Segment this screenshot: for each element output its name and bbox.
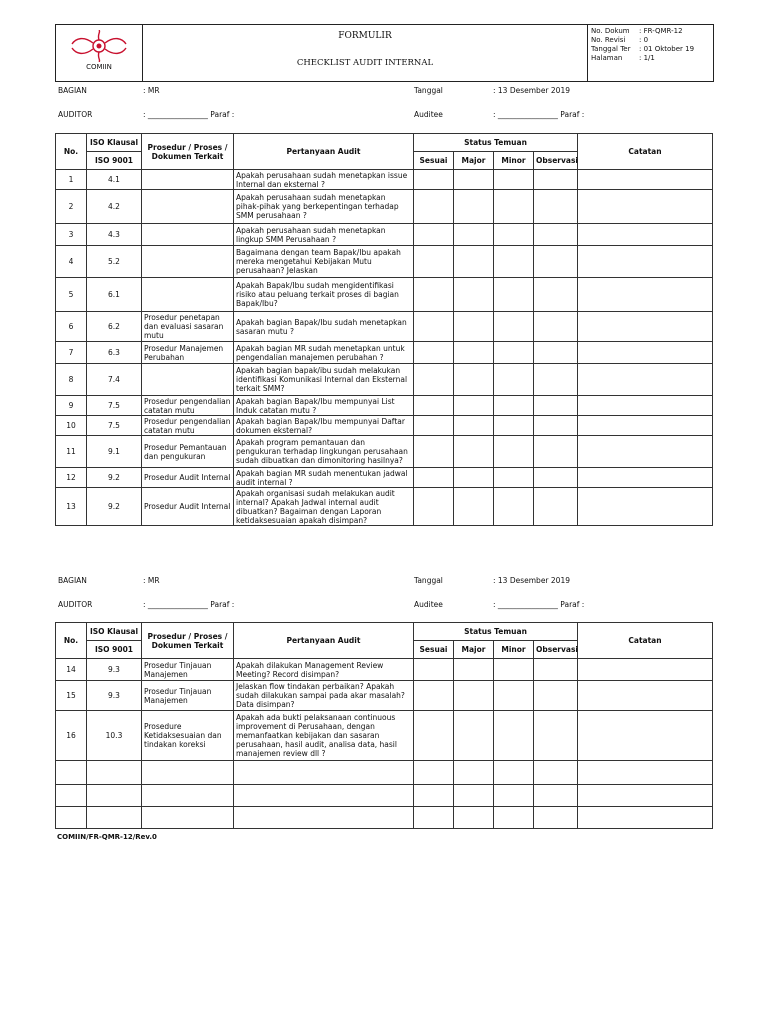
iso-clause: 4.2	[87, 190, 142, 224]
minor-cell[interactable]	[494, 278, 534, 312]
audit-question: Apakah organisasi sudah melakukan audit internal? Apakah Jadwal internal audit dibuatkan? Bagaiman dengan Laporan ketidaksesuaian apakah disimpan?	[234, 488, 414, 526]
minor-cell[interactable]	[494, 681, 534, 711]
iso-clause	[87, 761, 142, 785]
doc-info-value: : 1/1	[639, 54, 655, 62]
observasi-cell[interactable]	[534, 488, 578, 526]
observasi-cell[interactable]	[534, 416, 578, 436]
observasi-cell[interactable]	[534, 396, 578, 416]
minor-cell[interactable]	[494, 711, 534, 761]
row-number: 5	[56, 278, 87, 312]
catatan-cell[interactable]	[578, 224, 713, 246]
procedure-cell	[142, 278, 234, 312]
major-cell[interactable]	[454, 807, 494, 829]
sesuai-cell[interactable]	[414, 785, 454, 807]
catatan-cell[interactable]	[578, 761, 713, 785]
audit-question: Apakah perusahaan sudah menetapkan pihak-pihak yang berkepentingan terhadap SMM perusahaan ?	[234, 190, 414, 224]
iso-clause: 6.1	[87, 278, 142, 312]
company-logo-cell	[56, 25, 143, 81]
table-row	[56, 396, 713, 416]
col-minor: Minor	[494, 152, 534, 170]
col-catatan: Catatan	[578, 623, 713, 659]
procedure-cell	[142, 761, 234, 785]
catatan-cell[interactable]	[578, 488, 713, 526]
observasi-cell[interactable]	[534, 468, 578, 488]
row-number: 16	[56, 711, 87, 761]
iso-clause: 9.2	[87, 488, 142, 526]
audit-question: Apakah ada bukti pelaksanaan continuous improvement di Perusahaan, dengan memanfaatkan kebijakan dan sasaran perusahaan, hasil audit, analisa data, hasil manajemen review dll ?	[234, 711, 414, 761]
audit-question: Apakah bagian Bapak/Ibu sudah menetapkan sasaran mutu ?	[234, 312, 414, 342]
audit-question: Apakah bagian Bapak/Ibu mempunyai List Induk catatan mutu ?	[234, 396, 414, 416]
minor-cell[interactable]	[494, 342, 534, 364]
iso-clause: 5.2	[87, 246, 142, 278]
row-number: 15	[56, 681, 87, 711]
major-cell[interactable]	[454, 416, 494, 436]
row-number: 7	[56, 342, 87, 364]
audit-question: Apakah perusahaan sudah menetapkan issue Internal dan eksternal ?	[234, 170, 414, 190]
major-cell[interactable]	[454, 681, 494, 711]
table-row	[56, 659, 713, 681]
table-row	[56, 436, 713, 468]
sesuai-cell[interactable]	[414, 364, 454, 396]
sesuai-cell[interactable]	[414, 807, 454, 829]
doc-info-key: No. Dokum	[591, 27, 630, 35]
observasi-cell[interactable]	[534, 190, 578, 224]
minor-cell[interactable]	[494, 436, 534, 468]
auditee-label: Auditee	[414, 600, 443, 609]
observasi-cell[interactable]	[534, 807, 578, 829]
row-number: 1	[56, 170, 87, 190]
doc-info-row	[591, 36, 648, 44]
procedure-cell	[142, 785, 234, 807]
minor-cell[interactable]	[494, 312, 534, 342]
auditee-signature-field[interactable]: : ________________ Paraf :	[493, 110, 585, 119]
iso-clause: 6.2	[87, 312, 142, 342]
major-cell[interactable]	[454, 785, 494, 807]
doc-info-key: Halaman	[591, 54, 623, 62]
sesuai-cell[interactable]	[414, 278, 454, 312]
minor-cell[interactable]	[494, 170, 534, 190]
observasi-cell[interactable]	[534, 170, 578, 190]
major-cell[interactable]	[454, 761, 494, 785]
catatan-cell[interactable]	[578, 659, 713, 681]
minor-cell[interactable]	[494, 416, 534, 436]
bagian-label: BAGIAN	[58, 86, 87, 95]
auditee-signature-field[interactable]: : ________________ Paraf :	[493, 600, 585, 609]
tanggal-label: Tanggal	[414, 576, 443, 585]
table-row	[56, 468, 713, 488]
comiin-logo-icon	[68, 30, 130, 62]
major-cell[interactable]	[454, 224, 494, 246]
iso-clause	[87, 807, 142, 829]
sesuai-cell[interactable]	[414, 681, 454, 711]
col-major: Major	[454, 152, 494, 170]
audit-question: Bagaimana dengan team Bapak/Ibu apakah mereka mengetahui Kebijakan Mutu perusahaan? Jelaskan	[234, 246, 414, 278]
procedure-cell: Prosedur Pemantauan dan pengukuran	[142, 436, 234, 468]
table-row	[56, 785, 713, 807]
observasi-cell[interactable]	[534, 785, 578, 807]
row-number: 2	[56, 190, 87, 224]
procedure-cell	[142, 364, 234, 396]
iso-clause: 10.3	[87, 711, 142, 761]
col-prosedur: Prosedur / Proses / Dokumen Terkait	[142, 134, 234, 170]
sesuai-cell[interactable]	[414, 659, 454, 681]
observasi-cell[interactable]	[534, 436, 578, 468]
col-pertanyaan: Pertanyaan Audit	[234, 623, 414, 659]
col-sesuai: Sesuai	[414, 641, 454, 659]
row-number: 3	[56, 224, 87, 246]
table-row	[56, 246, 713, 278]
minor-cell[interactable]	[494, 659, 534, 681]
procedure-cell: Prosedur penetapan dan evaluasi sasaran mutu	[142, 312, 234, 342]
catatan-cell[interactable]	[578, 711, 713, 761]
observasi-cell[interactable]	[534, 278, 578, 312]
auditor-label: AUDITOR	[58, 600, 93, 609]
table-row	[56, 681, 713, 711]
form-title: CHECKLIST AUDIT INTERNAL	[296, 58, 434, 68]
catatan-cell[interactable]	[578, 170, 713, 190]
row-number: 9	[56, 396, 87, 416]
sesuai-cell[interactable]	[414, 170, 454, 190]
observasi-cell[interactable]	[534, 312, 578, 342]
doc-info-key: No. Revisi	[591, 36, 626, 44]
table-row	[56, 807, 713, 829]
iso-clause: 7.4	[87, 364, 142, 396]
major-cell[interactable]	[454, 364, 494, 396]
major-cell[interactable]	[454, 190, 494, 224]
minor-cell[interactable]	[494, 761, 534, 785]
catatan-cell[interactable]	[578, 807, 713, 829]
major-cell[interactable]	[454, 312, 494, 342]
catatan-cell[interactable]	[578, 785, 713, 807]
iso-clause: 4.3	[87, 224, 142, 246]
bagian-value: : MR	[143, 576, 160, 585]
audit-table-1	[55, 133, 713, 526]
procedure-cell: Prosedur Manajemen Perubahan	[142, 342, 234, 364]
row-number: 6	[56, 312, 87, 342]
col-no: No.	[56, 623, 87, 659]
procedure-cell: Prosedure Ketidaksesuaian dan tindakan koreksi	[142, 711, 234, 761]
table-row	[56, 364, 713, 396]
sesuai-cell[interactable]	[414, 761, 454, 785]
minor-cell[interactable]	[494, 396, 534, 416]
sesuai-cell[interactable]	[414, 312, 454, 342]
col-prosedur: Prosedur / Proses / Dokumen Terkait	[142, 623, 234, 659]
col-no: No.	[56, 134, 87, 170]
col-iso-klausal: ISO Klausal	[87, 134, 142, 152]
table-row	[56, 278, 713, 312]
catatan-cell[interactable]	[578, 278, 713, 312]
form-code-footer: COMIIN/FR-QMR-12/Rev.0	[57, 833, 157, 841]
audit-question: Apakah bagian Bapak/Ibu mempunyai Daftar dokumen eksternal?	[234, 416, 414, 436]
table-row	[56, 711, 713, 761]
col-major: Major	[454, 641, 494, 659]
row-number: 8	[56, 364, 87, 396]
catatan-cell[interactable]	[578, 190, 713, 224]
catatan-cell[interactable]	[578, 681, 713, 711]
row-number: 4	[56, 246, 87, 278]
col-status-temuan: Status Temuan	[414, 623, 578, 641]
bagian-label: BAGIAN	[58, 576, 87, 585]
row-number: 14	[56, 659, 87, 681]
sesuai-cell[interactable]	[414, 246, 454, 278]
minor-cell[interactable]	[494, 190, 534, 224]
procedure-cell	[142, 224, 234, 246]
doc-info-value: : 0	[639, 36, 649, 44]
audit-question	[234, 761, 414, 785]
sesuai-cell[interactable]	[414, 468, 454, 488]
iso-clause: 7.5	[87, 396, 142, 416]
sesuai-cell[interactable]	[414, 711, 454, 761]
procedure-cell: Prosedur pengendalian catatan mutu	[142, 416, 234, 436]
major-cell[interactable]	[454, 488, 494, 526]
tanggal-label: Tanggal	[414, 86, 443, 95]
auditor-signature-field[interactable]: : ________________ Paraf :	[143, 600, 235, 609]
audit-question: Apakah bagian MR sudah menetapkan untuk pengendalian manajemen perubahan ?	[234, 342, 414, 364]
catatan-cell[interactable]	[578, 396, 713, 416]
observasi-cell[interactable]	[534, 246, 578, 278]
table-row	[56, 224, 713, 246]
minor-cell[interactable]	[494, 246, 534, 278]
row-number	[56, 785, 87, 807]
table-row	[56, 488, 713, 526]
iso-clause: 9.1	[87, 436, 142, 468]
audit-question	[234, 807, 414, 829]
row-number: 13	[56, 488, 87, 526]
document-info	[588, 25, 713, 81]
major-cell[interactable]	[454, 396, 494, 416]
sesuai-cell[interactable]	[414, 488, 454, 526]
audit-table-2	[55, 622, 713, 829]
minor-cell[interactable]	[494, 364, 534, 396]
catatan-cell[interactable]	[578, 246, 713, 278]
catatan-cell[interactable]	[578, 342, 713, 364]
major-cell[interactable]	[454, 246, 494, 278]
procedure-cell	[142, 246, 234, 278]
catatan-cell[interactable]	[578, 468, 713, 488]
col-minor: Minor	[494, 641, 534, 659]
form-label: FORMULIR	[338, 31, 392, 41]
catatan-cell[interactable]	[578, 416, 713, 436]
tanggal-value: : 13 Desember 2019	[493, 86, 570, 95]
procedure-cell	[142, 807, 234, 829]
table-row	[56, 312, 713, 342]
col-iso-klausal: ISO Klausal	[87, 623, 142, 641]
col-iso-9001: ISO 9001	[87, 641, 142, 659]
audit-question	[234, 785, 414, 807]
table-row	[56, 170, 713, 190]
doc-info-value: : FR-QMR-12	[639, 27, 683, 35]
sesuai-cell[interactable]	[414, 342, 454, 364]
iso-clause	[87, 785, 142, 807]
audit-question: Apakah bagian MR sudah menentukan jadwal audit internal ?	[234, 468, 414, 488]
observasi-cell[interactable]	[534, 342, 578, 364]
bagian-value: : MR	[143, 86, 160, 95]
doc-info-row	[591, 45, 694, 53]
major-cell[interactable]	[454, 468, 494, 488]
major-cell[interactable]	[454, 342, 494, 364]
major-cell[interactable]	[454, 436, 494, 468]
audit-question: Apakah dilakukan Management Review Meeting? Record disimpan?	[234, 659, 414, 681]
sesuai-cell[interactable]	[414, 396, 454, 416]
catatan-cell[interactable]	[578, 364, 713, 396]
iso-clause: 4.1	[87, 170, 142, 190]
audit-table-2-body	[56, 659, 713, 829]
iso-clause: 9.3	[87, 659, 142, 681]
catatan-cell[interactable]	[578, 436, 713, 468]
doc-info-key: Tanggal Ter	[591, 45, 631, 53]
row-number: 12	[56, 468, 87, 488]
doc-info-row	[591, 27, 683, 35]
col-observasi: Observasi	[534, 641, 578, 659]
audit-question: Apakah Bapak/Ibu sudah mengidentifikasi risiko atau peluang terkait proses di bagian Bapak/Ibu?	[234, 278, 414, 312]
iso-clause: 9.3	[87, 681, 142, 711]
sesuai-cell[interactable]	[414, 224, 454, 246]
observasi-cell[interactable]	[534, 364, 578, 396]
col-sesuai: Sesuai	[414, 152, 454, 170]
procedure-cell: Prosedur Audit Internal	[142, 488, 234, 526]
col-catatan: Catatan	[578, 134, 713, 170]
tanggal-value: : 13 Desember 2019	[493, 576, 570, 585]
logo-text: COMIIN	[86, 63, 112, 71]
procedure-cell	[142, 170, 234, 190]
minor-cell[interactable]	[494, 807, 534, 829]
procedure-cell: Prosedur Tinjauan Manajemen	[142, 681, 234, 711]
form-title-cell	[143, 25, 588, 81]
col-iso-9001: ISO 9001	[87, 152, 142, 170]
table-row	[56, 342, 713, 364]
row-number: 10	[56, 416, 87, 436]
auditor-label: AUDITOR	[58, 110, 93, 119]
table-row	[56, 761, 713, 785]
row-number: 11	[56, 436, 87, 468]
audit-table-1-body	[56, 170, 713, 526]
major-cell[interactable]	[454, 659, 494, 681]
procedure-cell: Prosedur pengendalian catatan mutu	[142, 396, 234, 416]
major-cell[interactable]	[454, 278, 494, 312]
audit-question: Apakah perusahaan sudah menetapkan lingkup SMM Perusahaan ?	[234, 224, 414, 246]
observasi-cell[interactable]	[534, 711, 578, 761]
sesuai-cell[interactable]	[414, 190, 454, 224]
iso-clause: 7.5	[87, 416, 142, 436]
doc-info-value: : 01 Oktober 19	[639, 45, 695, 53]
iso-clause: 9.2	[87, 468, 142, 488]
minor-cell[interactable]	[494, 224, 534, 246]
col-status-temuan: Status Temuan	[414, 134, 578, 152]
iso-clause: 6.3	[87, 342, 142, 364]
procedure-cell: Prosedur Audit Internal	[142, 468, 234, 488]
doc-info-row	[591, 54, 655, 62]
row-number	[56, 761, 87, 785]
minor-cell[interactable]	[494, 488, 534, 526]
col-observasi: Observasi	[534, 152, 578, 170]
table-row	[56, 190, 713, 224]
auditee-label: Auditee	[414, 110, 443, 119]
observasi-cell[interactable]	[534, 761, 578, 785]
major-cell[interactable]	[454, 170, 494, 190]
form-header	[55, 24, 714, 82]
procedure-cell: Prosedur Tinjauan Manajemen	[142, 659, 234, 681]
procedure-cell	[142, 190, 234, 224]
audit-question: Apakah bagian bapak/ibu sudah melakukan identifikasi Komunikasi Internal dan Eksternal terkait SMM?	[234, 364, 414, 396]
minor-cell[interactable]	[494, 468, 534, 488]
audit-question: Jelaskan flow tindakan perbaikan? Apakah sudah dilakukan sampai pada akar masalah? Data disimpan?	[234, 681, 414, 711]
observasi-cell[interactable]	[534, 659, 578, 681]
major-cell[interactable]	[454, 711, 494, 761]
auditor-signature-field[interactable]: : ________________ Paraf :	[143, 110, 235, 119]
col-pertanyaan: Pertanyaan Audit	[234, 134, 414, 170]
sesuai-cell[interactable]	[414, 436, 454, 468]
observasi-cell[interactable]	[534, 681, 578, 711]
observasi-cell[interactable]	[534, 224, 578, 246]
sesuai-cell[interactable]	[414, 416, 454, 436]
row-number	[56, 807, 87, 829]
catatan-cell[interactable]	[578, 312, 713, 342]
minor-cell[interactable]	[494, 785, 534, 807]
audit-question: Apakah program pemantauan dan pengukuran terhadap lingkungan perusahaan sudah dibuatkan dan dimonitoring hasilnya?	[234, 436, 414, 468]
table-row	[56, 416, 713, 436]
